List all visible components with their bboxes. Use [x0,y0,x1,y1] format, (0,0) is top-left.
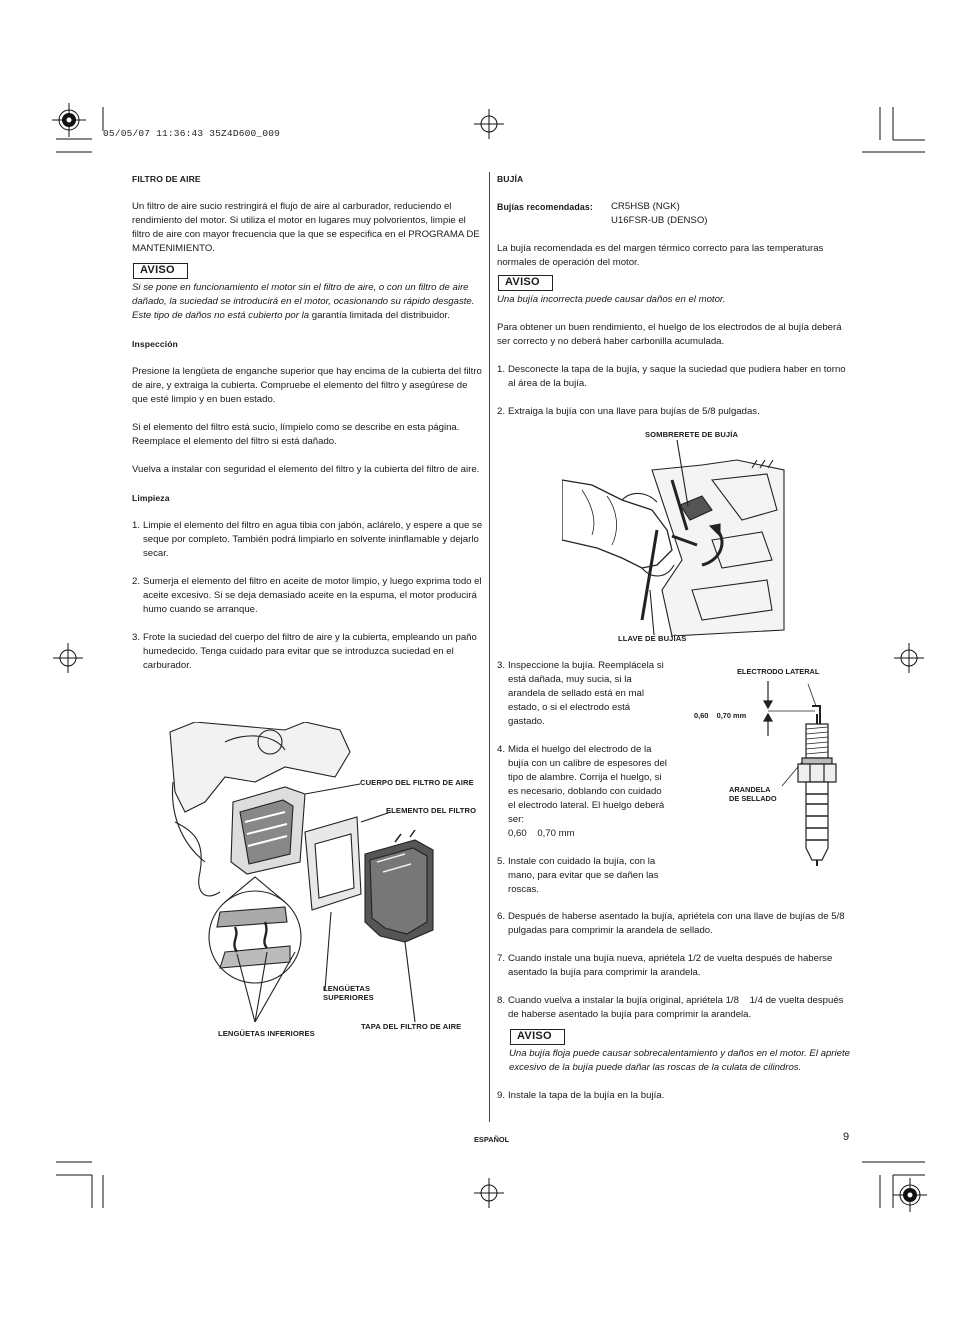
spark-plug-gap-illustration [760,676,840,866]
label-spark-plug-cap: SOMBRERETE DE BUJÍA [645,430,739,439]
label-side-electrode: ELECTRODO LATERAL [737,667,820,676]
label-spark-plug-wrench: LLAVE DE BUJÍAS [618,634,687,643]
spark-plug-intro: La bujía recomendada es del margen térmico correcto para las temperaturas normales de operación del motor. [497,243,824,268]
list-item: 8. Cuando vuelva a instalar la bujía original, apriétela 1/8 1/4 de vuelta después de haberse asentado la bujía para comprimir la arandela. [497,995,847,1020]
label-sealing-washer: ARANDELA DE SELLADO [729,785,777,803]
gap-value: 0,60 0,70 mm [508,828,575,839]
list-item: 9. Instale la tapa de la bujía en la bujía. [497,1090,665,1101]
label-upper-tabs: LENGÜETAS SUPERIORES [323,984,374,1002]
label-gap-measurement: 0,60 0,70 mm [694,711,747,720]
label-filter-element: ELEMENTO DEL FILTRO [386,806,477,815]
aviso-badge: AVISO [498,275,553,291]
air-filter-aviso-text: Si se pone en funcionamiento el motor sin el filtro de aire, o con un filtro de aire dañado, la suciedad se introducirá en el motor, ocasionando su rápido desgaste. Este tipo de daños no está cubierto por la garantía limitada del distribuidor. [132,282,475,321]
inspection-paragraph: Si el elemento del filtro está sucio, límpielo como se describe en esta página. Reemplace el elemento del filtro si está dañado. [132,422,460,447]
inspection-steps [497,659,669,897]
loose-plug-aviso-text: Una bujía floja puede causar sobrecalentamiento y daños en el motor. El apriete excesivo de la bujía puede dañar las roscas de la culata de cilindros. [509,1048,850,1073]
print-stamp: 05/05/07 11:36:43 35Z4D600_009 [103,128,281,139]
air-filter-heading: FILTRO DE AIRE [132,174,201,184]
right-column [497,172,852,419]
column-divider [489,172,490,1122]
list-item: 6. Después de haberse asentado la bujía, apriétela con una llave de bujías de 5/8 pulgadas para comprimir la arandela de sellado. [497,911,845,936]
list-item: 3. Inspeccione la bujía. Reemplácela si está dañada, muy sucia, si la arandela de sellado está en mal estado, o si el electrodo está gastado. [497,660,664,727]
installation-steps [497,910,852,1103]
spark-plug-aviso-text: Una bujía incorrecta puede causar daños en el motor. [497,294,726,305]
performance-paragraph: Para obtener un buen rendimiento, el huelgo de los electrodos de al bujía deberá ser correcto y no deberá haber carbonilla acumulada. [497,322,842,347]
label-filter-cover: TAPA DEL FILTRO DE AIRE [361,1022,462,1031]
recommended-plugs: Bujías recomendadas: CR5HSB (NGK) U16FSR-UB (DENSO) [497,201,708,226]
left-column [132,172,486,673]
list-item: 5. Instale con cuidado la bujía, con la mano, para evitar que se dañen las roscas. [497,856,659,895]
list-item: 1. Limpie el elemento del filtro en agua tibia con jabón, aclárelo, y espere a que se seque por completo. También podrá limpiarlo en solvente ininflamable y dejarlo secar. [132,520,483,559]
cleaning-steps [132,519,486,673]
list-item: 3. Frote la suciedad del cuerpo del filtro de aire y la cubierta, empleando un paño humedecido. Tenga cuidado para evitar que se introduzca suciedad en el carburador. [132,632,477,671]
recommended-plug: U16FSR-UB (DENSO) [611,215,708,226]
inspection-paragraph: Presione la lengüeta de enganche superior que hay encima de la cubierta del filtro de aire, y extraiga la cubierta. Compruebe el elemento del filtro y asegúrese de que esté limpio y en buen estado. [132,366,482,405]
label-lower-tabs: LENGÜETAS INFERIORES [218,1029,315,1038]
cleaning-heading: Limpieza [132,493,170,503]
recommended-plug: CR5HSB (NGK) [611,201,680,212]
footer-language: ESPAÑOL [474,1135,510,1144]
label-filter-body: CUERPO DEL FILTRO DE AIRE [360,778,474,787]
air-filter-intro: Un filtro de aire sucio restringirá el flujo de aire al carburador, reduciendo el rendimiento del motor. Si utiliza el motor en lugares muy polvorientos, limpie el filtro de aire con mayor frecuencia que la que se especifica en el PROGRAMA DE MANTENIMIENTO. [132,201,480,254]
spark-plug-removal-illustration [562,440,788,636]
list-item: 2. Extraiga la bujía con una llave para bujías de 5/8 pulgadas. [497,406,760,417]
aviso-badge: AVISO [510,1029,565,1045]
list-item: 7. Cuando instale una bujía nueva, apriétela 1/2 de vuelta después de haberse asentado la bujía para comprimir la arandela. [497,953,833,978]
inspection-paragraph: Vuelva a instalar con seguridad el elemento del filtro y la cubierta del filtro de aire. [132,464,480,475]
spark-plug-heading: BUJÍA [497,174,524,184]
inspection-heading: Inspección [132,339,178,349]
page-number: 9 [843,1131,850,1143]
spark-plug-steps [497,363,852,419]
aviso-badge: AVISO [133,263,188,279]
list-item: 2. Sumerja el elemento del filtro en aceite de motor limpio, y luego exprima todo el aceite excesivo. Si se deja demasiado aceite en la espuma, el motor producirá humo cuando se arranque. [132,576,482,615]
list-item: 4. Mida el huelgo del electrodo de la bujía con un calibre de espesores del tipo de alambre. Corrija el huelgo, si es necesario, doblando con cuidado el electrodo lateral. El huelgo deberá ser: 0,60 0,70 mm [497,744,667,839]
list-item: 1. Desconecte la tapa de la bujía, y saque la suciedad que pudiera haber en torno al área de la bujía. [497,364,846,389]
